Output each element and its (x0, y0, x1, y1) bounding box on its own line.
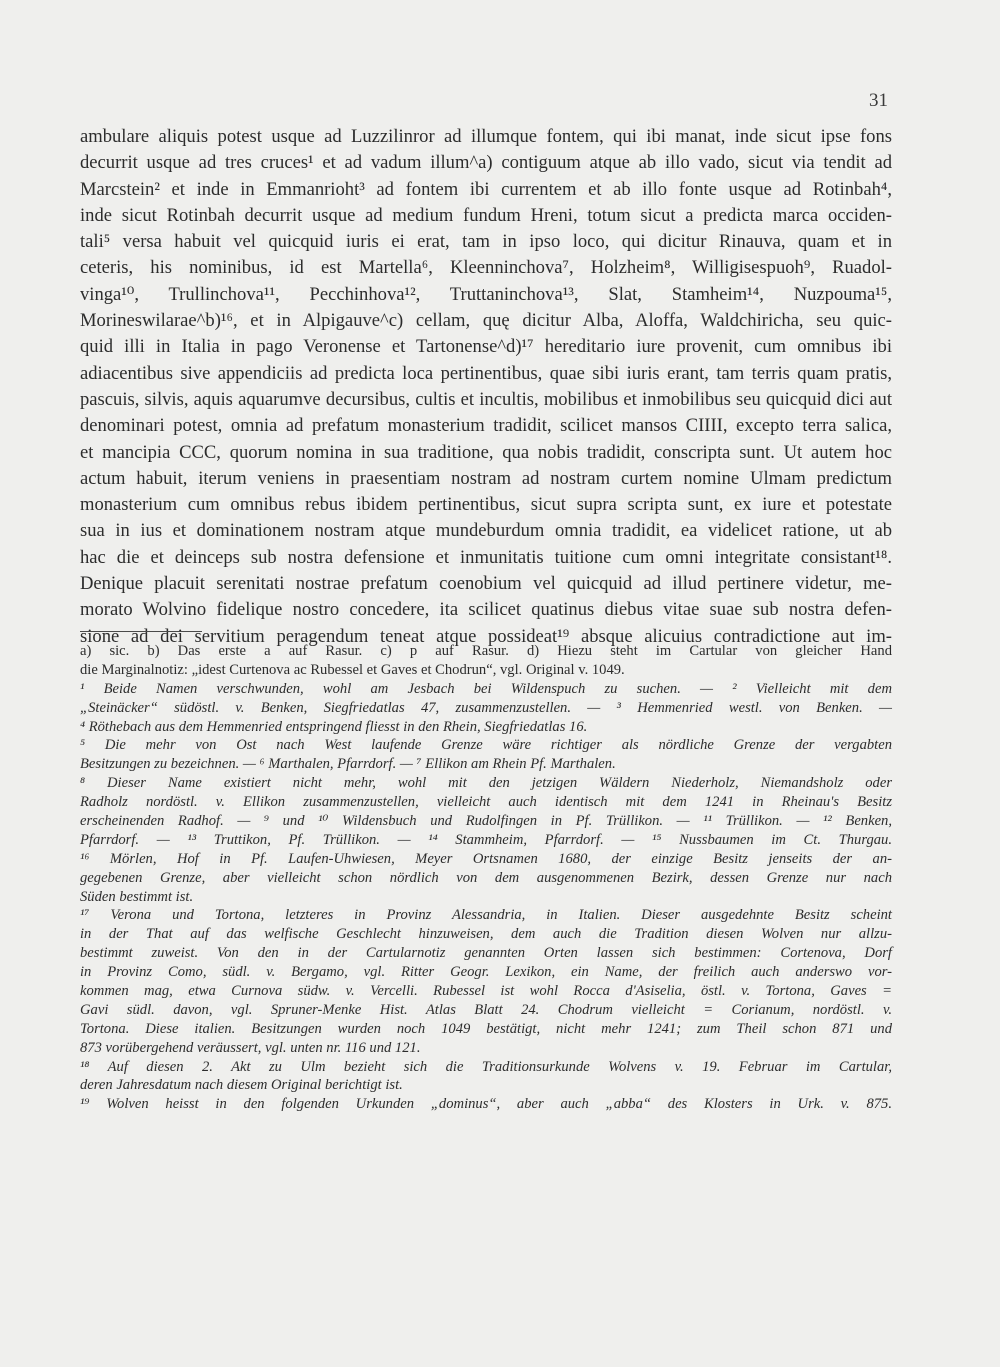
footnote-line: ⁸ Dieser Name existiert nicht mehr, wohl mit den jetzigen Wäldern Niederholz, Niemandsholz oder (80, 775, 892, 792)
main-text-line: pascuis, silvis, aquis aquarumve decursibus, cultis et incultis, mobilibus et inmobilibus seu quicquid dici aut (80, 388, 892, 410)
footnote-line: in der That auf das welfische Geschlecht hinzuweisen, dem auch die Tradition diesen Wolven nur allzu- (80, 926, 892, 943)
footnote-divider (80, 631, 202, 632)
footnote-line: ⁵ Die mehr von Ost nach West laufende Grenze wäre richtiger als nördliche Grenze der vergabten (80, 737, 892, 754)
footnote-line: a) sic. b) Das erste a auf Rasur. c) p auf Rasur. d) Hiezu steht im Cartular von gleicher Hand (80, 643, 892, 659)
main-text-line: ambulare aliquis potest usque ad Luzzilinror ad illumque fontem, qui ibi manat, inde sicut ipse fons (80, 126, 892, 147)
footnote-line: „Steinäcker“ südöstl. v. Benken, Siegfriedatlas 47, zusammenzustellen. — ³ Hemmenried westl. von Benken. — (80, 699, 892, 716)
main-text-body (80, 124, 892, 650)
footnote-line: gegebenen Grenze, aber vielleicht schon nördlich von dem ausgenommenen Bezirk, dessen Grenze nur nach (80, 869, 892, 886)
main-text-line: decurrit usque ad tres cruces¹ et ad vadum illum^a) contiguum atque ab illo vado, sicut via tendit ad (80, 152, 892, 174)
main-text-line: sua in ius et dominationem nostram atque mundeburdum omnia tradidit, ea videlicet ratione, ut ab (80, 520, 892, 542)
main-text-line: Denique placuit serenitati nostrae prefatum coenobium vel quicquid ad illud pertinere videtur, me- (80, 573, 892, 595)
footnote-line: bestimmt zuweist. Von den in der Cartularnotiz genannten Orten lassen sich bestimmen: Cortenova, Dorf (80, 945, 892, 962)
main-text-line: sione ad dei servitium peragendum teneat atque possideat¹⁹ absque alicuius contradictione aut im- (80, 625, 892, 647)
footnote-line: ¹⁸ Auf diesen 2. Akt zu Ulm bezieht sich die Traditionsurkunde Wolvens v. 19. Februar im Cartular, (80, 1058, 892, 1075)
main-text-line: ceteris, his nominibus, id est Martella⁶, Kleenninchova⁷, Holzheim⁸, Willigisespuoh⁹, Ruadol- (80, 257, 892, 279)
footnote-line: Tortona. Diese italien. Besitzungen wurden noch 1049 bestätigt, nicht mehr 1241; zum Theil schon 871 und (80, 1020, 892, 1037)
footnote-line: die Marginalnotiz: „idest Curtenova ac Rubessel et Gaves et Chodrun“, vgl. Original v. 1049. (80, 661, 625, 678)
main-text-line: inde sicut Rotinbah decurrit usque ad medium fundum Hreni, totum sicut a predicta marca occiden- (80, 204, 892, 226)
footnote-line: Pfarrdorf. — ¹³ Truttikon, Pf. Trüllikon. — ¹⁴ Stammheim, Pfarrdorf. — ¹⁵ Nussbaumen im Ct. Thurgau. (80, 831, 892, 848)
page-number: 31 (869, 90, 888, 111)
footnote-line: ¹ Beide Namen verschwunden, wohl am Jesbach bei Wildenspuch zu suchen. — ² Vielleicht mit dem (80, 680, 892, 697)
footnote-line: Gavi südl. davon, vgl. Spruner-Menke Hist. Atlas Blatt 24. Chodrum vielleicht = Corianum, nordöstl. v. (80, 1001, 892, 1018)
footnote-line: kommen mag, etwa Curnova südw. v. Vercelli. Rubessel ist wohl Rocca d'Asiselia, östl. v. Tortona, Gaves = (80, 983, 892, 1000)
footnote-line: ¹⁹ Wolven heisst in den folgenden Urkunden „dominus“, aber auch „abba“ des Klosters in Urk. v. 875. (80, 1096, 892, 1113)
footnote-line: erscheinenden Radhof. — ⁹ und ¹⁰ Wildensbuch und Rudolfingen in Pf. Trüllikon. — ¹¹ Trüllikon. — ¹² Benken, (80, 813, 892, 830)
main-text-line: actum habuit, iterum veniens in praesentiam nostram ad nostram curtem nomine Ulmam predictum (80, 467, 892, 489)
footnote-line: ¹⁶ Mörlen, Hof in Pf. Laufen-Uhwiesen, Meyer Ortsnamen 1680, der einzige Besitz jenseits der an- (80, 850, 892, 867)
footnote-line: in Provinz Como, südl. v. Bergamo, vgl. Ritter Geogr. Lexikon, ein Name, der freilich auch anderswo vor- (80, 964, 892, 981)
footnote-line: ⁴ Röthebach aus dem Hemmenried entspringend fliesst in den Rhein, Siegfriedatlas 16. (80, 718, 588, 735)
footnote-line: ¹⁷ Verona und Tortona, letzteres in Provinz Alessandria, in Italien. Dieser ausgedehnte Besitz scheint (80, 907, 892, 924)
footnotes (80, 642, 892, 1114)
footnote-line: Radholz nordöstl. v. Ellikon zusammenzustellen, vielleicht auch identisch mit dem 1241 in Rheinau's Besitz (80, 794, 892, 811)
main-text-line: tali⁵ versa habuit vel quicquid iuris ei erat, tam in ipso loco, qui dicitur Rinauva, quam et in (80, 231, 892, 253)
footnote-line: Besitzungen zu bezeichnen. — ⁶ Marthalen, Pfarrdorf. — ⁷ Ellikon am Rhein Pf. Marthalen. (80, 756, 616, 773)
footnote-line: deren Jahresdatum nach diesem Original berichtigt ist. (80, 1077, 403, 1094)
main-text-line: monasterium cum omnibus rebus ibidem pertinentibus, sicut supra scripta sunt, ex iure et potestate (80, 494, 892, 516)
main-text-line: hac die et deinceps sub nostra defensione et inmunitatis tuitione cum omni integritate consistant¹⁸. (80, 546, 892, 568)
main-text-line: adiacentibus sive appendiciis ad predicta loca pertinentibus, quae sibi iuris erant, tam terris quam pratis, (80, 362, 892, 384)
main-text-line: Marcstein² et inde in Emmanrioht³ ad fontem ibi currentem et ab illo fonte usque ad Rotinbah⁴, (80, 178, 892, 200)
main-text-line: et mancipia CCC, quorum nomina in sua traditione, qua nobis tradidit, conscripta sunt. Ut autem hoc (80, 441, 892, 463)
footnote-line: Süden bestimmt ist. (80, 888, 194, 905)
main-text-line: quid illi in Italia in pago Veronense et Tartonense^d)¹⁷ hereditario iure provenit, cum omnibus ibi (80, 336, 892, 358)
main-text-line: denominari potest, omnia ad prefatum monasterium tradidit, scilicet mansos CIIII, excepto terra salica, (80, 415, 892, 437)
main-text-line: vinga¹⁰, Trullinchova¹¹, Pecchinhova¹², Truttaninchova¹³, Slat, Stamheim¹⁴, Nuzpouma¹⁵, (80, 283, 892, 305)
main-text-line: Morineswilarae^b)¹⁶, et in Alpigauve^c) cellam, quę dicitur Alba, Aloffa, Waldchiricha, seu quic- (80, 310, 892, 332)
footnote-line: 873 vorübergehend veräussert, vgl. unten nr. 116 und 121. (80, 1039, 421, 1056)
main-text-line: morato Wolvino fidelique nostro concedere, ita scilicet quatinus diebus vitae suae sub nostra defen- (80, 599, 892, 621)
